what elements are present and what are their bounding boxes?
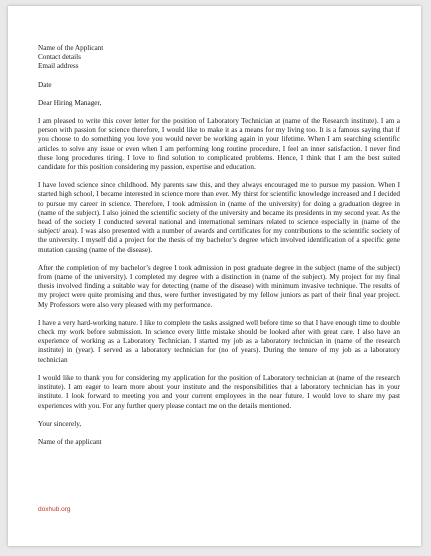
- closing: Your sincerely,: [38, 419, 82, 428]
- signature-name: Name of the applicant: [38, 437, 102, 446]
- footer-site-link[interactable]: doxhub.org: [38, 506, 71, 513]
- paragraph-3: After the completion of my bachelor’s degree I took admission in post graduate degree in the subject (name of the subject) from (name of the university). I completed my degree with a distinction in (name of the subject). My project for my final thesis involved finding a suitable way for detecting (name of the disease) with minimum invasive technique. The results of my project were quite promising and thus, were further investigated by my fellow juniors as part of their final year project. My Professors were also very pleased with my performance.: [38, 263, 400, 309]
- applicant-name: Name of the Applicant: [38, 44, 104, 52]
- paragraph-1: I am pleased to write this cover letter for the position of Laboratory Technician at (name of the Research institute). I am a person with passion for science therefore, I would like to make it as a means for my living too. It is a famous saying that if you choose to do something you love you would never be working again in your lifetime. When I am searching scientific articles to solve any issue or even when I am performing long routine procedure, I feel an inner satisfaction. I never find these long procedures tiring. I love to find solution to complicated problems. Hence, I think that I am the best suited candidate for this position considering my passion, expertise and education.: [38, 117, 400, 172]
- paragraph-2: I have loved science since childhood. My parents saw this, and they always encouraged me to pursue my passion. When I started high school, I became interested in science more than ever. My thirst for scientific knowledge increased and I decided to pursue my career in science. Therefore, I took admission in (name of the university) for doing a graduation degree in (name of the subject). I also joined the scientific society of the university and became its presidents in my second year. As the head of the society I conducted several national and international seminars related to science especially in (name of the subject/ area). I was also presented with a number of awards and certificates for my contributions to the scientific society of the university. I myself did a project for the thesis of my bachelor’s degree which involved identification of a specific gene mutation causing (name of the disease).: [38, 181, 400, 254]
- letter-date: Date: [38, 80, 52, 89]
- salutation: Dear Hiring Manager,: [38, 98, 102, 107]
- letter-page: [8, 6, 421, 546]
- email-address: Email address: [38, 62, 79, 71]
- contact-details: Contact details: [38, 53, 81, 62]
- paragraph-5: I would like to thank you for considering my application for the position of Laboratory technician at (name of the research institute). I am eager to learn more about your institute and the responsibilities that a laboratory technician has in your institute. I look forward to meeting you and your current employees in the near future. I would love to share my past experiences with you. For any further query please contact me on the details mentioned.: [38, 373, 400, 410]
- paragraph-4: I have a very hard-working nature. I like to complete the tasks assigned well before time so that I have enough time to double check my work before submission. In science every little mistake should be looked after with great care. I also have an experience of working as a Laboratory Technician. I started my job as a laboratory technician in (name of the research institute) in (year). I served as a laboratory technician for (no of years). During the tenure of my job as a laboratory technician: [38, 318, 400, 364]
- letter-body: [38, 44, 400, 447]
- applicant-header: [38, 44, 400, 72]
